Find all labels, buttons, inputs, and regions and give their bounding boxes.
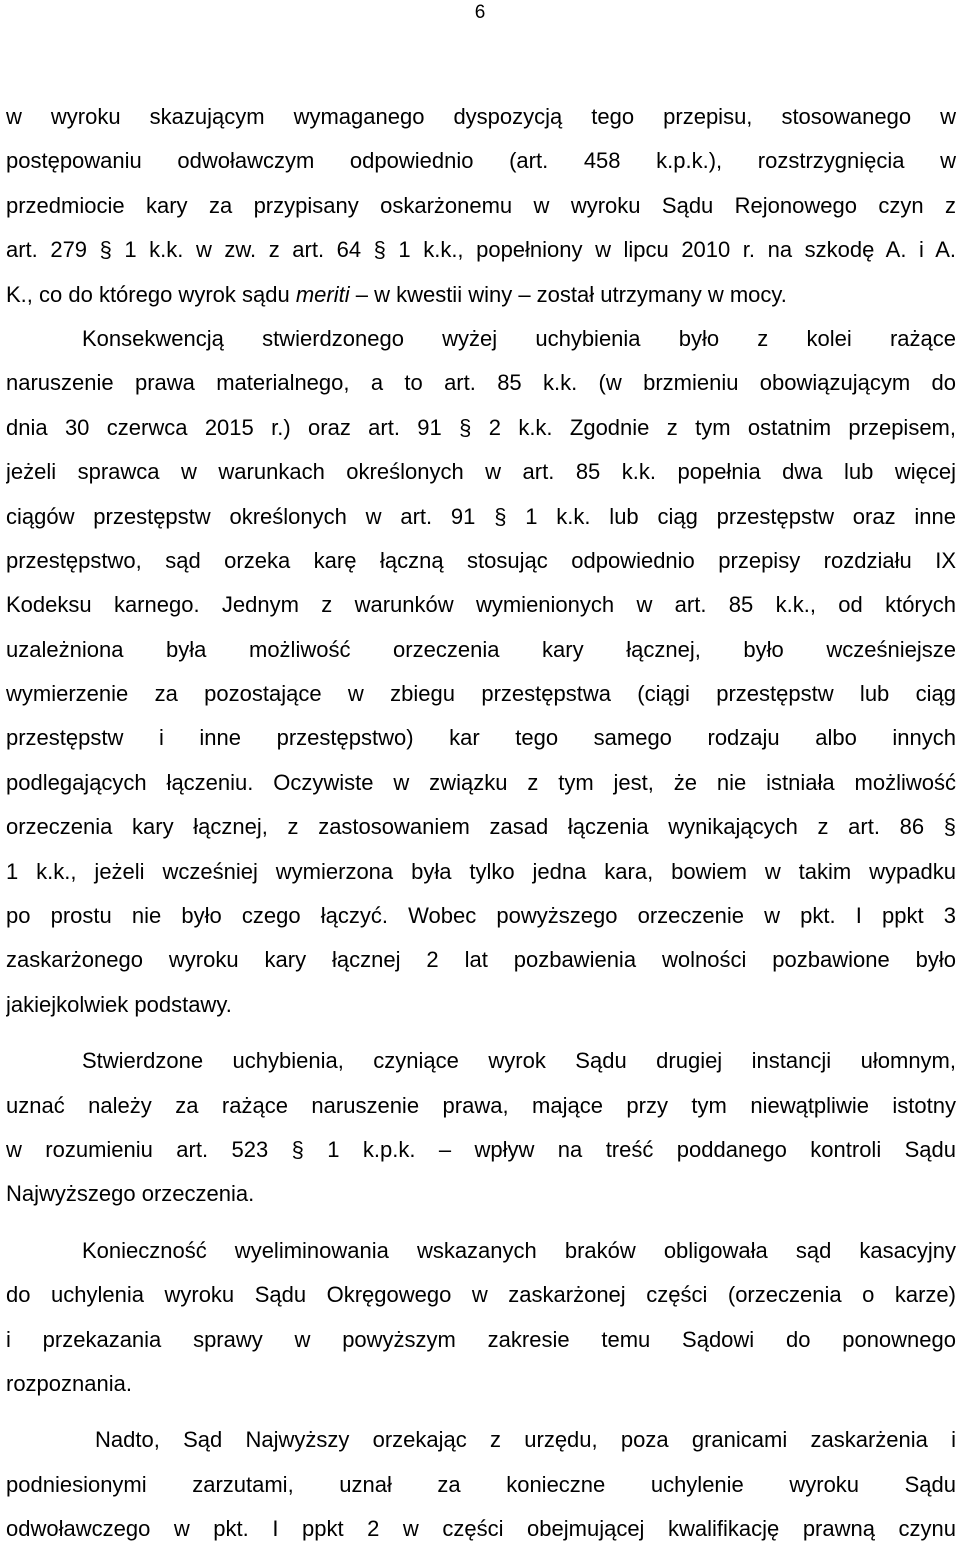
document-body — [6, 95, 956, 1552]
text-line: podlegających łączeniu. Oczywiste w związku z tym jest, że nie istniała możliwość — [6, 769, 956, 795]
paragraph-3 — [6, 1039, 956, 1217]
text-line: ciągów przestępstw określonych w art. 91 § 1 k.k. lub ciąg przestępstw oraz inne — [6, 503, 956, 529]
paragraph-2 — [6, 317, 956, 1027]
text-line: do uchylenia wyroku Sądu Okręgowego w zaskarżonej części (orzeczenia o karze) — [6, 1282, 956, 1308]
paragraph-5 — [6, 1418, 956, 1551]
text-line: Kodeksu karnego. Jednym z warunków wymienionych w art. 85 k.k., od których — [6, 592, 956, 618]
text-fragment: – w kwestii winy – został utrzymany w mocy. — [349, 281, 787, 307]
text-line: w rozumieniu art. 523 § 1 k.p.k. – wpływ na treść poddanego kontroli Sądu — [6, 1136, 956, 1162]
text-line: jakiejkolwiek podstawy. — [6, 991, 232, 1017]
text-line: odwoławczego w pkt. I ppkt 2 w części obejmującej kwalifikację prawną czynu — [6, 1516, 956, 1542]
text-line: Konsekwencją stwierdzonego wyżej uchybienia było z kolei rażące — [82, 325, 956, 351]
text-line: art. 279 § 1 k.k. w zw. z art. 64 § 1 k.k., popełniony w lipcu 2010 r. na szkodę A. i A. — [6, 237, 956, 263]
text-line: rozpoznania. — [6, 1370, 132, 1396]
text-line: i przekazania sprawy w powyższym zakresie temu Sądowi do ponownego — [6, 1326, 956, 1352]
text-fragment: K., co do którego wyrok sądu — [6, 281, 296, 307]
text-line: Konieczność wyeliminowania wskazanych braków obligowała sąd kasacyjny — [82, 1237, 956, 1263]
text-line: 1 k.k., jeżeli wcześniej wymierzona była tylko jedna kara, bowiem w takim wypadku — [6, 858, 956, 884]
text-line: uznać należy za rażące naruszenie prawa, mające przy tym niewątpliwie istotny — [6, 1092, 956, 1118]
page-number: 6 — [474, 2, 486, 23]
text-line: dnia 30 czerwca 2015 r.) oraz art. 91 § 2 k.k. Zgodnie z tym ostatnim przepisem, — [6, 414, 956, 440]
text-line: w wyroku skazującym wymaganego dyspozycją tego przepisu, stosowanego w — [6, 104, 956, 129]
text-line: podniesionymi zarzutami, uznał za konieczne uchylenie wyroku Sądu — [6, 1471, 956, 1497]
text-line: jeżeli sprawca w warunkach określonych w art. 85 k.k. popełnia dwa lub więcej — [6, 459, 956, 485]
text-line: naruszenie prawa materialnego, a to art. 85 k.k. (w brzmieniu obowiązującym do — [6, 370, 956, 396]
text-line: po prostu nie było czego łączyć. Wobec powyższego orzeczenie w pkt. I ppkt 3 — [6, 903, 956, 929]
text-line: wymierzenie za pozostające w zbiegu przestępstwa (ciągi przestępstw lub ciąg — [6, 681, 956, 707]
text-line: Najwyższego orzeczenia. — [6, 1181, 255, 1207]
text-line: orzeczenia kary łącznej, z zastosowaniem zasad łączenia wynikających z art. 86 § — [6, 814, 956, 840]
text-line — [6, 273, 956, 317]
text-line: przedmiocie kary za przypisany oskarżonemu w wyroku Sądu Rejonowego czyn z — [6, 192, 956, 218]
text-line: Stwierdzone uchybienia, czyniące wyrok Sądu drugiej instancji ułomnym, — [82, 1048, 956, 1074]
text-line: przestępstw i inne przestępstwo) kar tego samego rodzaju albo innych — [6, 725, 956, 751]
paragraph-1 — [6, 95, 956, 317]
text-line: postępowaniu odwoławczym odpowiednio (art. 458 k.p.k.), rozstrzygnięcia w — [6, 148, 956, 174]
text-line: uzależniona była możliwość orzeczenia kary łącznej, było wcześniejsze — [6, 636, 956, 662]
text-line: Nadto, Sąd Najwyższy orzekając z urzędu, poza granicami zaskarżenia i — [95, 1427, 956, 1453]
text-line: przestępstwo, sąd orzeka karę łączną stosując odpowiednio przepisy rozdziału IX — [6, 547, 956, 573]
paragraph-4 — [6, 1229, 956, 1407]
text-line: zaskarżonego wyroku kary łącznej 2 lat pozbawienia wolności pozbawione było — [6, 947, 956, 973]
italic-term: meriti — [295, 281, 350, 307]
